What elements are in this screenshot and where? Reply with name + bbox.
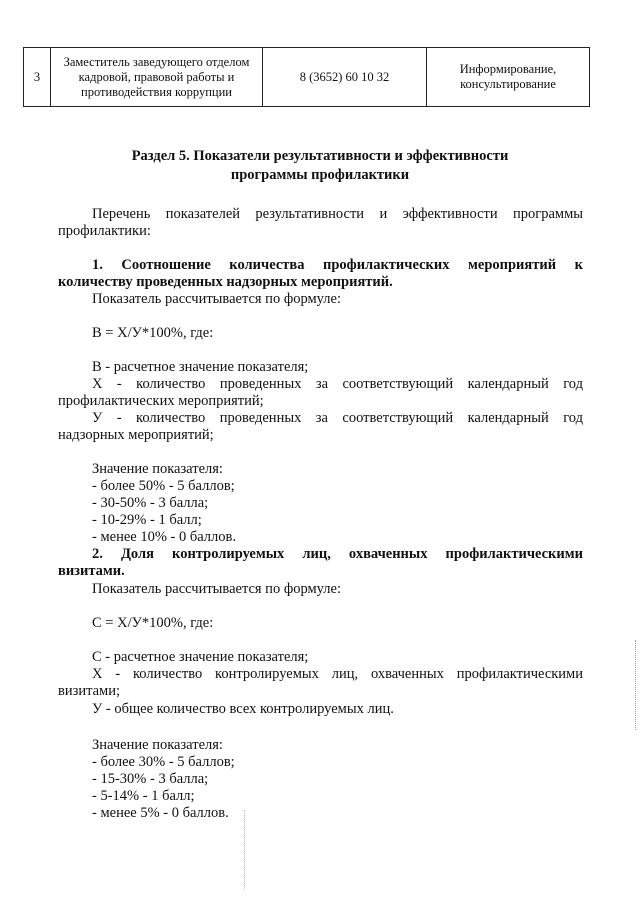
formula: В = Х/У*100%, где: (92, 325, 214, 341)
values-title: Значение показателя: (92, 461, 223, 477)
value-item: - 15-30% - 3 балла; (92, 771, 209, 787)
definition: визитами; (58, 683, 121, 699)
definition: Х - количество проведенных за соответствующий календарный год (92, 376, 583, 392)
definition: Х - количество контролируемых лиц, охваченных профилактическими (92, 666, 583, 682)
value-item: - 10-29% - 1 балл; (92, 512, 202, 528)
definition: У - общее количество всех контролируемых лиц. (92, 701, 394, 717)
value-item: - более 30% - 5 баллов; (92, 754, 235, 770)
definition: С - расчетное значение показателя; (92, 649, 309, 665)
indicator-heading: количеству проведенных надзорных мероприятий. (58, 274, 393, 290)
position-line: кадровой, правовой работы и (78, 69, 235, 84)
indicator-heading: 2. Доля контролируемых лиц, охваченных профилактическими (92, 546, 583, 562)
section-title (40, 147, 600, 185)
formula: С = Х/У*100%, где: (92, 615, 214, 631)
indicator-heading: визитами. (58, 563, 125, 579)
service-line: Информирование, (459, 62, 557, 76)
formula-intro: Показатель рассчитывается по формуле: (92, 291, 341, 307)
definition: профилактических мероприятий; (58, 393, 264, 409)
indicator-heading: 1. Соотношение количества профилактических мероприятий к (92, 257, 583, 273)
table-row (24, 48, 590, 107)
scan-artifact-line (244, 810, 245, 890)
intro-line: профилактики: (58, 223, 151, 239)
position-cell (51, 48, 263, 107)
row-number: 3 (24, 48, 51, 107)
section-title-line: программы профилактики (230, 167, 410, 183)
value-item: - 30-50% - 3 балла; (92, 495, 209, 511)
scan-edge-marks (635, 640, 640, 730)
intro-line: Перечень показателей результативности и эффективности программы (92, 206, 583, 222)
position-line: противодействия коррупции (81, 84, 232, 99)
definition: надзорных мероприятий; (58, 427, 214, 443)
service-cell (427, 48, 590, 107)
values-title: Значение показателя: (92, 737, 223, 753)
value-item: - менее 5% - 0 баллов. (92, 805, 229, 821)
value-item: - 5-14% - 1 балл; (92, 788, 195, 804)
formula-intro: Показатель рассчитывается по формуле: (92, 581, 341, 597)
position-line: Заместитель заведующего отделом (63, 54, 250, 69)
definition: У - количество проведенных за соответствующий календарный год (92, 410, 583, 426)
section-title-line: Раздел 5. Показатели результативности и эффективности (131, 148, 509, 164)
service-line: консультирование (460, 77, 556, 91)
definition: В - расчетное значение показателя; (92, 359, 309, 375)
phone-cell: 8 (3652) 60 10 32 (263, 48, 427, 107)
value-item: - более 50% - 5 баллов; (92, 478, 235, 494)
contacts-table (23, 47, 590, 107)
value-item: - менее 10% - 0 баллов. (92, 529, 236, 545)
